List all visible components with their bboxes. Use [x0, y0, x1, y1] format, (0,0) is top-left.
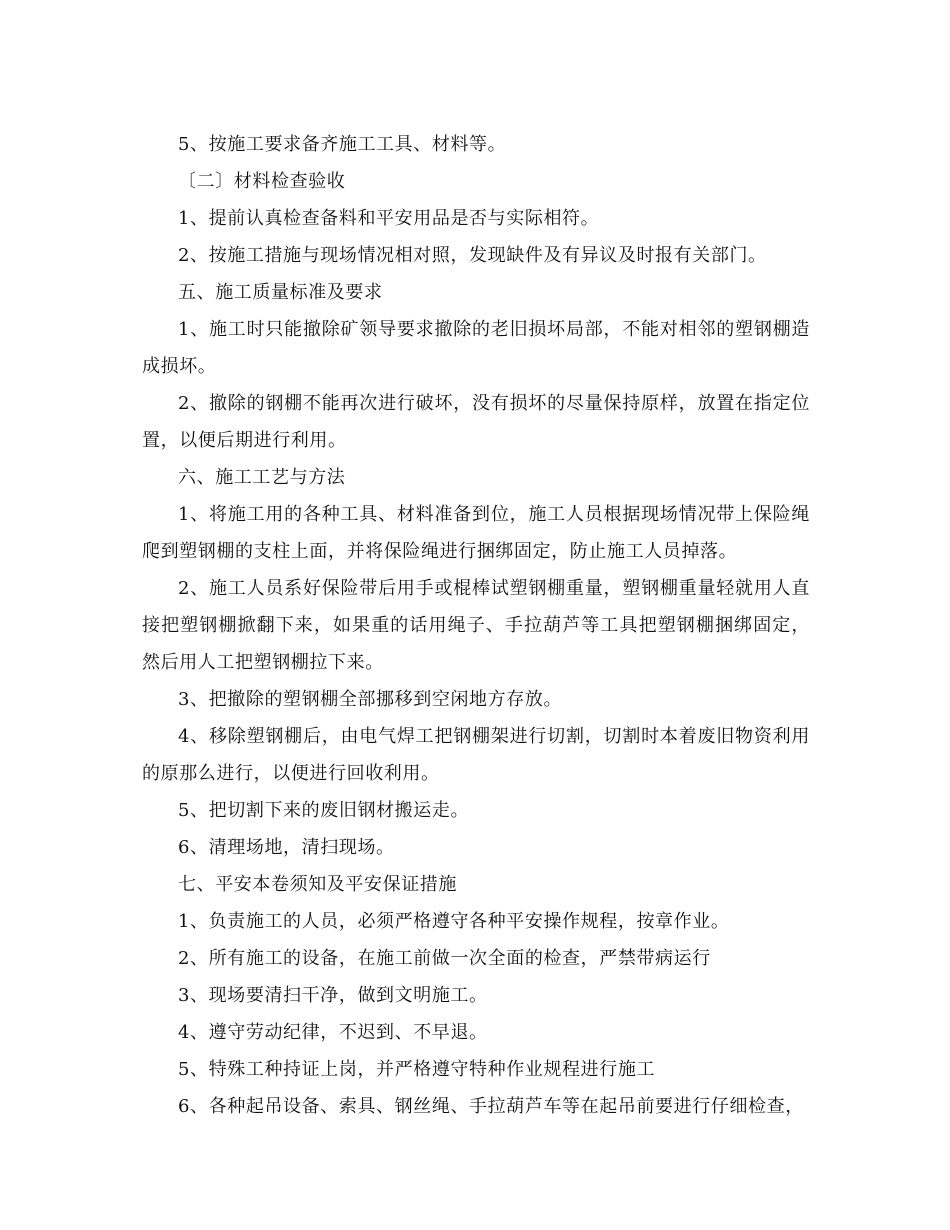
- paragraph-safety-6: 6、各种起吊设备、索具、钢丝绳、手拉葫芦车等在起吊前要进行仔细检查，: [178, 1096, 804, 1117]
- paragraph-safety-4: 4、遵守劳动纪律，不迟到、不早退。: [178, 1022, 488, 1043]
- paragraph-process-5: 5、把切割下来的废旧钢材搬运走。: [178, 800, 470, 821]
- heading-process-methods: 六、施工工艺与方法: [178, 467, 346, 488]
- paragraph-process-4: 4、移除塑钢棚后，由电气焊工把钢棚架进行切割，切割时本着废旧物资利用的原那么进行，以便进行回收利用。: [142, 726, 810, 784]
- paragraph-safety-2: 2、所有施工的设备，在施工前做一次全面的检查，严禁带病运行: [178, 948, 711, 969]
- paragraph-process-1: 1、将施工用的各种工具、材料准备到位，施工人员根据现场情况带上保险绳爬到塑钢棚的支柱上面，并将保险绳进行捆绑固定，防止施工人员掉落。: [142, 504, 810, 562]
- paragraph-quality-1: 1、施工时只能撤除矿领导要求撤除的老旧损坏局部，不能对相邻的塑钢棚造成损坏。: [142, 319, 810, 377]
- heading-safety-measures: 七、平安本卷须知及平安保证措施: [178, 874, 457, 895]
- paragraph-safety-5: 5、特殊工种持证上岗，并严格遵守特种作业规程进行施工: [178, 1059, 656, 1080]
- paragraph-process-3: 3、把撤除的塑钢棚全部挪移到空闲地方存放。: [178, 689, 563, 710]
- paragraph-process-2: 2、施工人员系好保险带后用手或棍棒试塑钢棚重量，塑钢棚重量轻就用人直接把塑钢棚掀翻下来，如果重的话用绳子、手拉葫芦等工具把塑钢棚捆绑固定，然后用人工把塑钢棚拉下来。: [142, 578, 810, 673]
- heading-quality-standards: 五、施工质量标准及要求: [178, 282, 383, 303]
- heading-material-inspection: 〔二〕材料检查验收: [178, 171, 346, 192]
- paragraph-safety-3: 3、现场要清扫干净，做到文明施工。: [178, 985, 488, 1006]
- paragraph-safety-1: 1、负责施工的人员，必须严格遵守各种平安操作规程，按章作业。: [178, 911, 730, 932]
- paragraph-compare-measures: 2、按施工措施与现场情况相对照，发现缺件及有异议及时报有关部门。: [178, 245, 767, 266]
- paragraph-prep-tools: 5、按施工要求备齐施工工具、材料等。: [178, 134, 507, 155]
- paragraph-quality-2: 2、撤除的钢棚不能再次进行破坏，没有损坏的尽量保持原样，放置在指定位置，以便后期进行利用。: [142, 393, 810, 451]
- paragraph-process-6: 6、清理场地，清扫现场。: [178, 837, 395, 858]
- document-body: [142, 126, 810, 1125]
- paragraph-check-materials: 1、提前认真检查备料和平安用品是否与实际相符。: [178, 208, 600, 229]
